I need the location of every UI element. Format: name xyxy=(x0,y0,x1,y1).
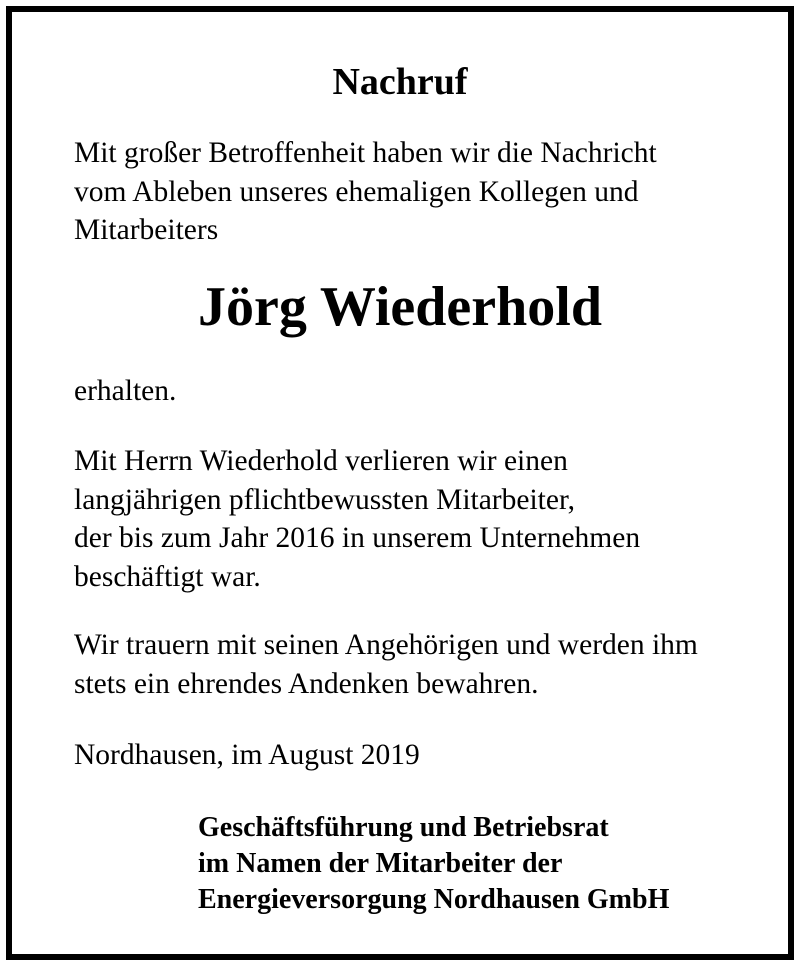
obituary-title: Nachruf xyxy=(332,61,468,103)
tribute-line: Mit Herrn Wiederhold verlieren wir einen xyxy=(74,445,568,477)
signature-block xyxy=(198,810,669,918)
mourning-line: Wir trauern mit seinen Angehörigen und werden ihm xyxy=(74,629,698,661)
intro-line: vom Ableben unseres ehemaligen Kollegen und xyxy=(74,175,639,208)
signature-line: Energieversorgung Nordhausen GmbH xyxy=(198,884,670,915)
tribute-paragraph xyxy=(74,442,774,596)
received-line: erhalten. xyxy=(74,375,177,407)
mourning-paragraph xyxy=(74,626,774,703)
tribute-line: der bis zum Jahr 2016 in unserem Unternehmen xyxy=(74,522,641,554)
deceased-name: Jörg Wiederhold xyxy=(198,276,602,338)
signature-line: Geschäftsführung und Betriebsrat xyxy=(198,812,609,843)
place-date: Nordhausen, im August 2019 xyxy=(74,739,420,771)
tribute-line: langjährigen pflichtbewussten Mitarbeiter, xyxy=(74,483,575,516)
intro-line: Mit großer Betroffenheit haben wir die Nachricht xyxy=(74,137,657,169)
intro-paragraph xyxy=(74,134,774,250)
tribute-line: beschäftigt war. xyxy=(74,560,261,593)
signature-line: im Namen der Mitarbeiter der xyxy=(198,848,563,879)
obituary-frame xyxy=(6,6,794,960)
intro-line: Mitarbeiters xyxy=(74,214,219,246)
mourning-line: stets ein ehrendes Andenken bewahren. xyxy=(74,667,539,700)
